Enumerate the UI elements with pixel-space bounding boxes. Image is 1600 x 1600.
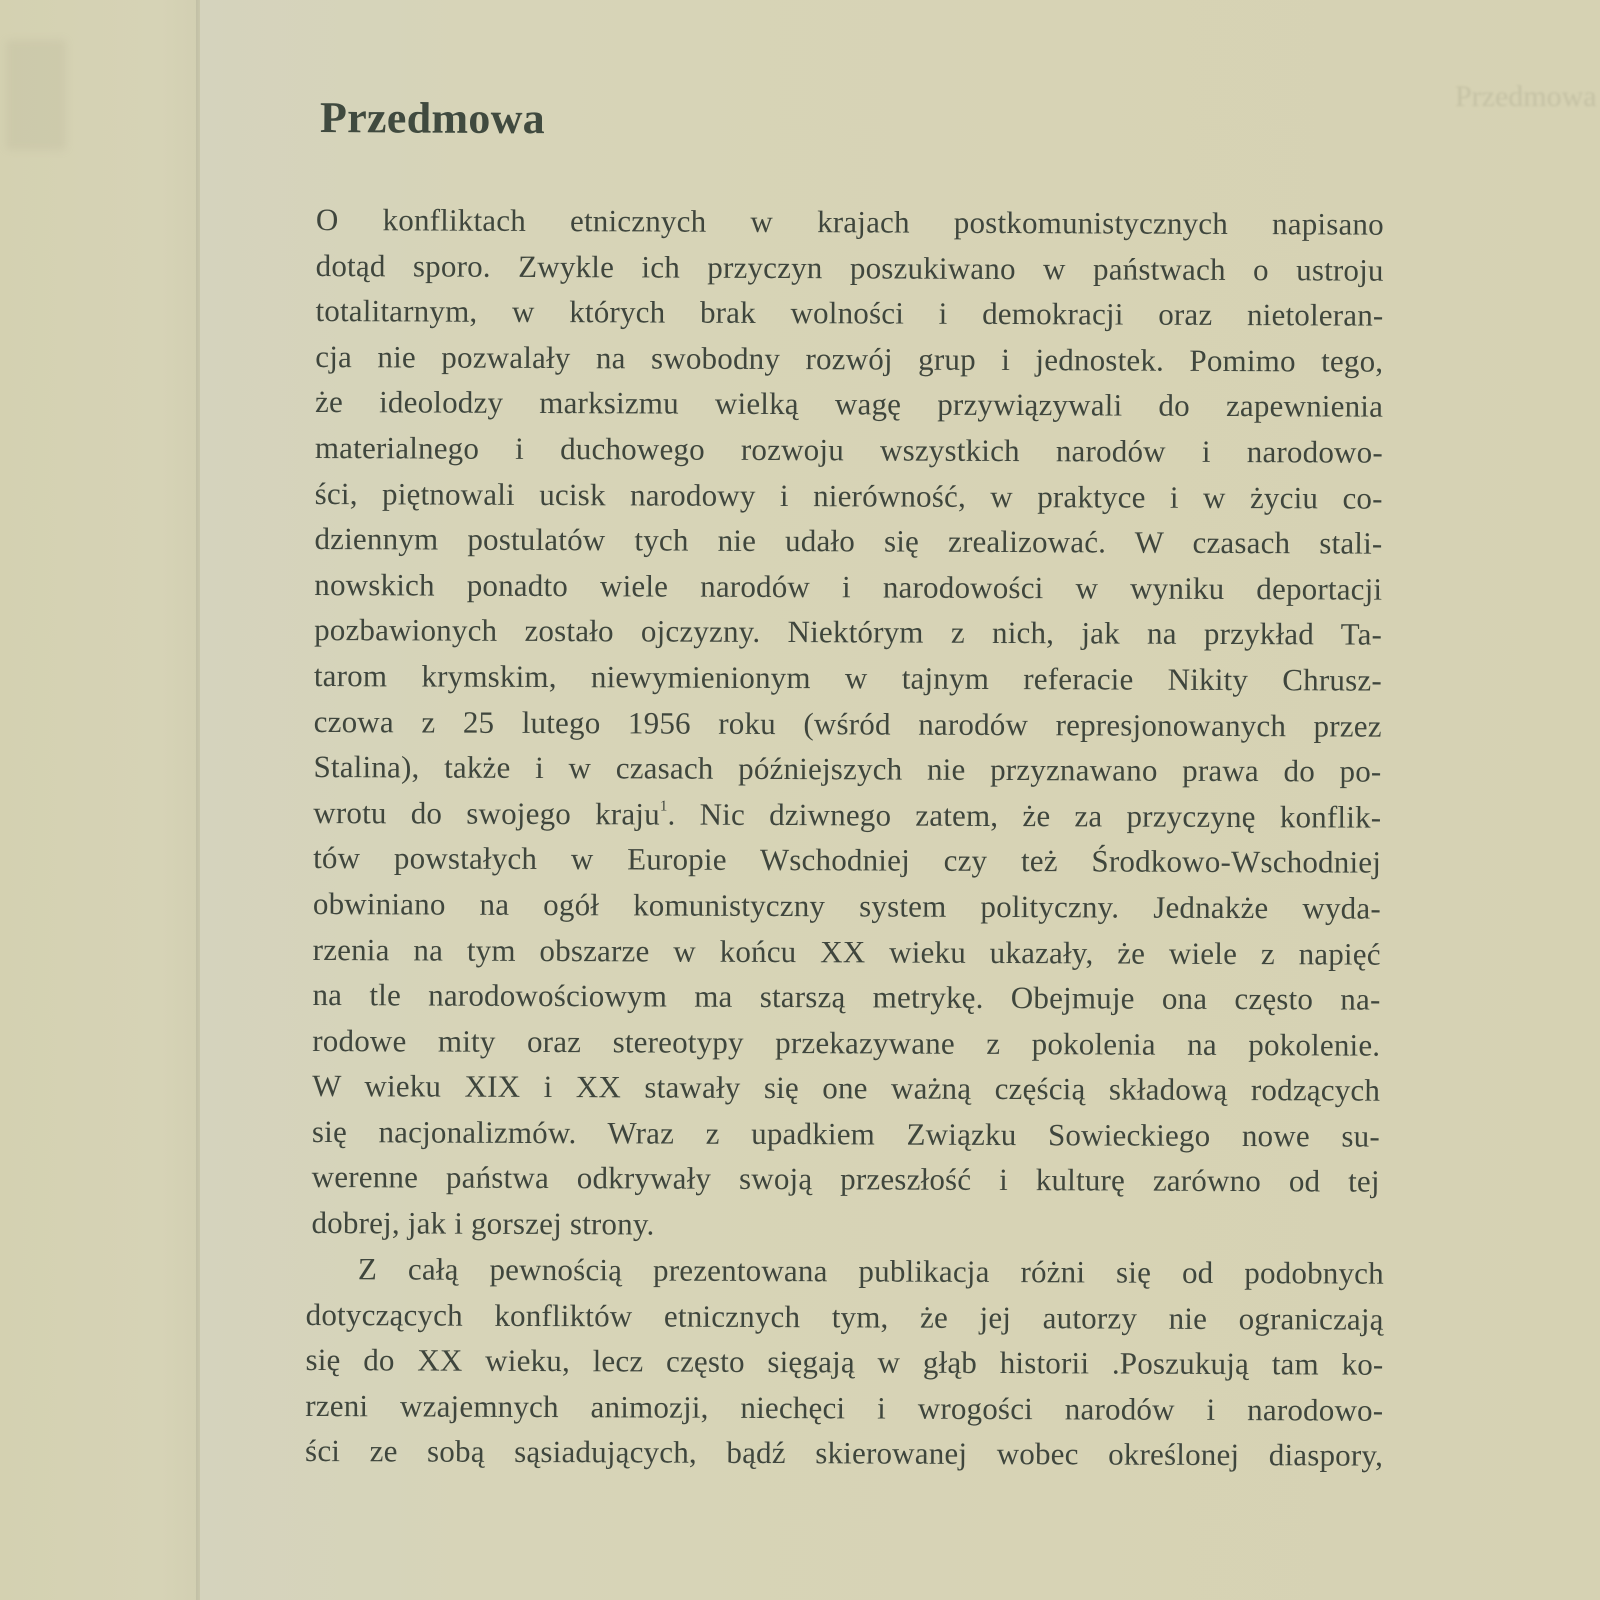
text-line: ści ze sobą sąsiadujących, bądź skierowanej wobec określonej diaspory, — [305, 1433, 1384, 1473]
footnote-reference[interactable]: 1 — [659, 798, 668, 815]
text-line: na tle narodowościowym ma starszą metrykę. Obejmuje ona często na- — [312, 977, 1381, 1017]
text-line: rodowe mity oraz stereotypy przekazywane z pokolenia na pokolenie. — [312, 1022, 1381, 1063]
text-line: Stalina), także i w czasach późniejszych nie przyznawano prawa do po- — [313, 749, 1382, 789]
text-line: rzeni wzajemnych animozji, niechęci i wrogości narodów i narodowo- — [305, 1387, 1384, 1428]
page-title: Przedmowa — [319, 93, 546, 144]
text-line: rzenia na tym obszarze w końcu XX wieku ukazały, że wiele z napięć — [312, 931, 1381, 972]
text-line: że ideolodzy marksizmu wielką wagę przywiązywali do zapewnienia — [315, 384, 1384, 425]
text-line: dziennym postulatów tych nie udało się zrealizować. W czasach stali- — [314, 521, 1383, 561]
text-line: tów powstałych w Europie Wschodniej czy też Środkowo-Wschodniej — [313, 840, 1382, 880]
text-line: nowskich ponadto wiele narodów i narodowości w wyniku deportacji — [314, 566, 1383, 607]
text-line: się nacjonalizmów. Wraz z upadkiem Związku Sowieckiego nowe su- — [311, 1113, 1380, 1154]
text-line-with-footnote — [313, 790, 1381, 840]
bleed-through-heading: Przedmowa — [1455, 80, 1597, 113]
text-line: się do XX wieku, lecz często sięgają w głąb historii .Poszukują tam ko- — [305, 1341, 1384, 1382]
paragraph-1 — [311, 197, 1384, 1250]
text-line: obwiniano na ogół komunistyczny system polityczny. Jednakże wyda- — [312, 885, 1381, 926]
text-line: czowa z 25 lutego 1956 roku (wśród narodów represjonowanych przez — [313, 703, 1382, 744]
page-content — [305, 92, 1384, 1474]
text-line: dotyczących konfliktów etnicznych tym, że jej autorzy nie ograniczają — [305, 1296, 1384, 1336]
text-line: ści, piętnowali ucisk narodowy i nierówność, w praktyce i w życiu co- — [314, 475, 1383, 516]
text-line: totalitarnym, w których brak wolności i demokracji oraz nietoleran- — [315, 293, 1384, 333]
text-line: cja nie pozwalały na swobodny rozwój grup i jednostek. Pomimo tego, — [315, 338, 1384, 379]
text-line: W wieku XIX i XX stawały się one ważną częścią składową rodzących — [312, 1068, 1381, 1108]
text-line: O konfliktach etnicznych w krajach postkomunistycznych napisano — [315, 201, 1384, 242]
facing-page-left — [0, 0, 200, 1600]
text-line: tarom krymskim, niewymienionym w tajnym referacie Nikity Chrusz- — [313, 657, 1382, 698]
text-line: dotąd sporo. Zwykle ich przyczyn poszukiwano w państwach o ustroju — [315, 247, 1384, 288]
text-fragment: wrotu do swojego kraju — [313, 794, 660, 832]
facing-page-bleed-mark — [6, 40, 66, 150]
text-fragment: . Nic dziwnego zatem, że za przyczynę konflik- — [667, 796, 1382, 835]
text-line: materialnego i duchowego rozwoju wszystkich narodów i narodowo- — [314, 429, 1383, 470]
text-line: werenne państwa odkrywały swoją przeszłość i kulturę zarówno od tej — [311, 1159, 1380, 1200]
text-line: dobrej, jak i gorszej strony. — [311, 1205, 655, 1242]
text-line: Z całą pewnością prezentowana publikacja różni się od podobnych — [357, 1250, 1384, 1291]
paragraph-2 — [305, 1246, 1384, 1479]
text-line: pozbawionych zostało ojczyzny. Niektórym z nich, jak na przykład Ta- — [314, 612, 1383, 652]
